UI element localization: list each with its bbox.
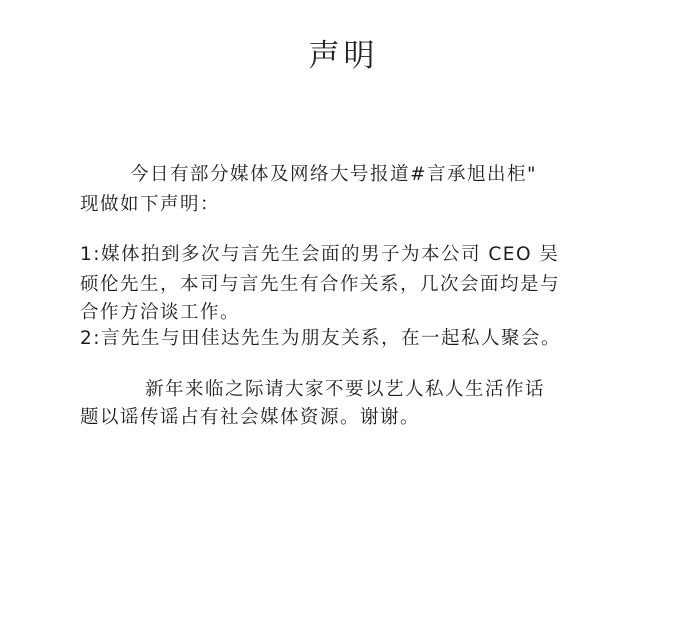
- item-1-line-3: 合作方洽谈工作。: [80, 302, 241, 323]
- paragraph-line-1: 今日有部分媒体及网络大号报道#言承旭出柜": [130, 164, 538, 185]
- item-1-line-2: 硕伦先生，本司与言先生有合作关系，几次会面均是与: [80, 274, 561, 295]
- item-2-line-1: 2:言先生与田佳达先生为朋友关系，在一起私人聚会。: [80, 328, 562, 349]
- closing-line-1: 新年来临之际请大家不要以艺人私人生活作话: [145, 379, 546, 400]
- paragraph-line-2: 现做如下声明：: [80, 194, 221, 215]
- item-1-line-1: 1:媒体拍到多次与言先生会面的男子为本公司 CEO 吴: [80, 244, 560, 265]
- closing-line-2: 题以谣传谣占有社会媒体资源。谢谢。: [80, 407, 421, 428]
- document-title: 声明: [308, 38, 379, 74]
